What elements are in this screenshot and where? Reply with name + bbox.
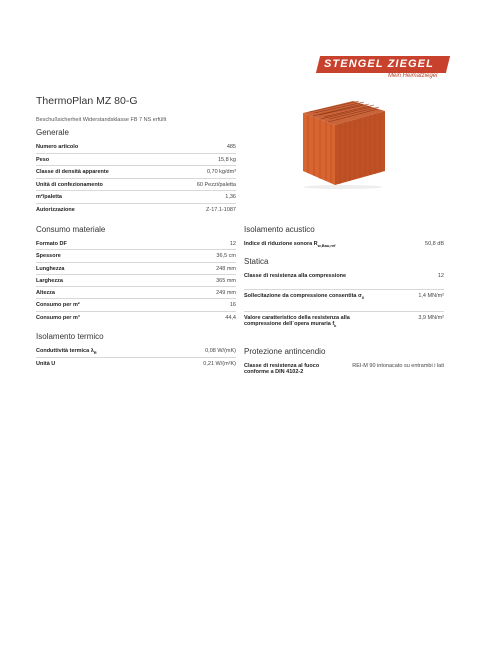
row-label: Classe di resistenza alla compressione — [244, 273, 347, 279]
row-label — [244, 293, 364, 300]
table-row — [36, 287, 236, 299]
brand-logo — [318, 56, 448, 82]
row-value: 0,70 kg/dm³ — [206, 169, 236, 175]
row-label: Peso — [36, 156, 50, 163]
table-row — [244, 312, 444, 340]
row-label-sub: R — [93, 350, 97, 356]
table-row — [36, 263, 236, 275]
row-value: 12 — [229, 241, 236, 247]
row-value: 485 — [226, 144, 236, 150]
row-value: 44,4 — [225, 314, 236, 321]
acustico-table — [244, 238, 444, 252]
row-value: 36,5 cm — [216, 253, 236, 260]
row-label-text: Valore caratteristico della resistenza alla compressione dell´opera muraria f — [244, 315, 350, 327]
product-subtitle: Beschußsicherheit Widerstandsklasse FB 7 NS erfüllt — [36, 117, 167, 123]
row-value: 3,9 MN/m² — [418, 315, 444, 321]
row-value: 1,4 MN/m² — [418, 293, 444, 299]
section-generale-title: Generale — [36, 128, 69, 137]
logo-tagline: Mein Heimatziegel — [388, 73, 438, 79]
section-statica-title: Statica — [244, 257, 269, 266]
table-row — [36, 299, 236, 311]
table-row — [244, 238, 444, 252]
row-value: 15,8 kg — [217, 156, 236, 163]
product-title: ThermoPlan MZ 80-G — [36, 95, 138, 107]
row-label-text: Indice di riduzione sonora R — [244, 241, 318, 247]
section-termico-title: Isolamento termico — [36, 332, 104, 341]
row-label: Consumo per m² — [36, 302, 80, 309]
table-row — [36, 358, 236, 371]
brick-product-image — [293, 95, 388, 190]
row-label: Unità di confezionamento — [36, 181, 103, 188]
table-row — [244, 360, 444, 380]
table-row — [36, 179, 236, 192]
table-row — [244, 290, 444, 312]
row-label: Formato DF — [36, 241, 67, 247]
row-label: Classe di resistenza al fuoco conforme a DIN 4102-2 — [244, 363, 320, 375]
table-row — [36, 238, 236, 250]
row-value: 365 mm — [216, 277, 236, 284]
row-label — [244, 241, 336, 248]
row-label-text: Conduttività termica λ — [36, 348, 94, 354]
row-value: REI-M 90 intonacato su entrambi i lati — [352, 363, 444, 369]
statica-table — [244, 270, 444, 340]
row-label: Larghezza — [36, 277, 63, 284]
table-row — [36, 154, 236, 167]
section-incendio-title: Protezione antincendio — [244, 347, 326, 356]
row-label: Autorizzazione — [36, 206, 75, 213]
row-value: 50,8 dB — [425, 241, 444, 247]
row-label: Lunghezza — [36, 265, 65, 272]
row-label: Altezza — [36, 290, 55, 297]
row-label-sub: k — [334, 323, 337, 329]
row-label-sub: 0 — [361, 295, 365, 301]
table-row — [36, 191, 236, 204]
row-label — [36, 348, 97, 355]
section-acustico-title: Isolamento acustico — [244, 225, 315, 234]
row-label-text: Sollecitazione da compressione consentita σ — [244, 293, 362, 299]
row-value: 60 Pezzi/paletta — [196, 181, 236, 188]
row-label — [244, 315, 354, 328]
row-label: Consumo per m³ — [36, 314, 80, 321]
generale-table — [36, 141, 236, 216]
section-consumo-title: Consumo materiale — [36, 225, 106, 234]
incendio-table — [244, 360, 444, 380]
row-label: Unità U — [36, 361, 56, 367]
consumo-table — [36, 238, 236, 324]
row-label: Spessore — [36, 253, 61, 260]
table-row — [36, 345, 236, 358]
row-label: m²/paletta — [36, 194, 62, 200]
row-value: 248 mm — [216, 265, 236, 272]
table-row — [244, 270, 444, 290]
row-value: 1,36 — [225, 194, 236, 200]
row-value: 249 mm — [216, 290, 236, 297]
row-value: 12 — [437, 273, 444, 279]
row-value: 0,08 W/(mK) — [205, 348, 236, 354]
table-row — [36, 275, 236, 287]
table-row — [36, 166, 236, 179]
row-value: 16 — [229, 302, 236, 309]
row-label: Classe di densità apparente — [36, 169, 109, 175]
table-row — [36, 141, 236, 154]
row-label-sub: w,Bau,ref — [317, 243, 336, 249]
row-value: Z-17.1-1087 — [206, 206, 236, 213]
termico-table — [36, 345, 236, 371]
row-value: 0,21 W/(m²K) — [203, 361, 236, 367]
row-label: Numero articolo — [36, 144, 79, 150]
logo-name: STENGEL ZIEGEL — [324, 58, 434, 70]
table-row — [36, 204, 236, 217]
table-row — [36, 312, 236, 324]
table-row — [36, 250, 236, 262]
